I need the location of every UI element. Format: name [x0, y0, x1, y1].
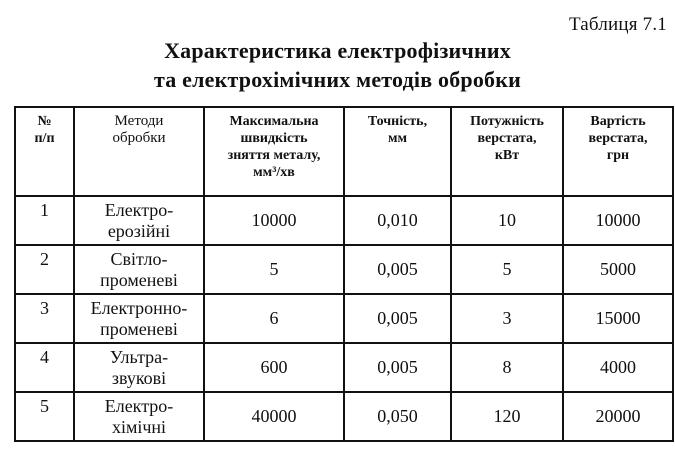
header-max-speed: Максимальна швидкість зняття металу, мм³/хв — [204, 107, 344, 196]
table-row — [15, 343, 673, 392]
max-speed-value: 6 — [204, 294, 344, 343]
accuracy-value: 0,005 — [344, 343, 451, 392]
accuracy-value: 0,005 — [344, 245, 451, 294]
table-row — [15, 392, 673, 441]
method-name: Світло- променеві — [74, 245, 204, 294]
max-speed-value: 10000 — [204, 196, 344, 245]
cost-value: 20000 — [563, 392, 673, 441]
table-title-line-2: та електрохімічних методів обробки — [154, 67, 521, 92]
accuracy-value: 0,050 — [344, 392, 451, 441]
max-speed-value: 600 — [204, 343, 344, 392]
table-row — [15, 294, 673, 343]
header-power: Потужність верстата, кВт — [451, 107, 563, 196]
cost-value: 10000 — [563, 196, 673, 245]
power-value: 10 — [451, 196, 563, 245]
cost-value: 4000 — [563, 343, 673, 392]
row-number: 3 — [15, 294, 74, 343]
method-name: Електронно- променеві — [74, 294, 204, 343]
cost-value: 5000 — [563, 245, 673, 294]
row-number: 1 — [15, 196, 74, 245]
table-number-label: Таблиця 7.1 — [568, 14, 667, 35]
table-title-line-1: Характеристика електрофізичних — [164, 38, 511, 63]
header-cost: Вартість верстата, грн — [563, 107, 673, 196]
max-speed-value: 40000 — [204, 392, 344, 441]
header-accuracy: Точність, мм — [344, 107, 451, 196]
method-name: Електро- хімічні — [74, 392, 204, 441]
header-number: № п/п — [15, 107, 74, 196]
power-value: 3 — [451, 294, 563, 343]
table-row — [15, 245, 673, 294]
methods-characteristics-table — [14, 106, 674, 442]
header-methods: Методи обробки — [74, 107, 204, 196]
max-speed-value: 5 — [204, 245, 344, 294]
accuracy-value: 0,005 — [344, 294, 451, 343]
table-header-row — [15, 107, 673, 196]
power-value: 8 — [451, 343, 563, 392]
power-value: 120 — [451, 392, 563, 441]
method-name: Ультра- звукові — [74, 343, 204, 392]
cost-value: 15000 — [563, 294, 673, 343]
row-number: 5 — [15, 392, 74, 441]
table-row — [15, 196, 673, 245]
row-number: 2 — [15, 245, 74, 294]
accuracy-value: 0,010 — [344, 196, 451, 245]
row-number: 4 — [15, 343, 74, 392]
power-value: 5 — [451, 245, 563, 294]
method-name: Електро- ерозійні — [74, 196, 204, 245]
